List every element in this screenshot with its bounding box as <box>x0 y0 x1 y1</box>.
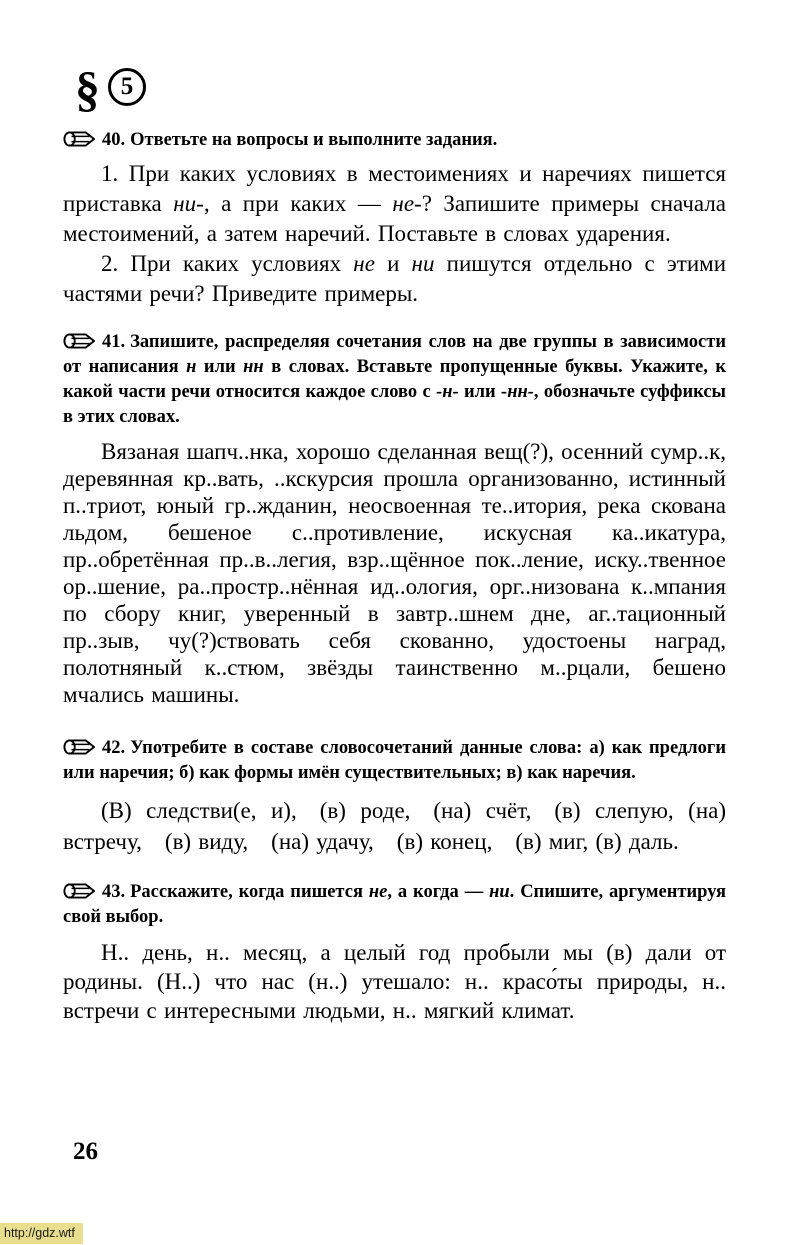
exercise-number: 41. <box>102 332 126 352</box>
exercise-instruction: Употребите в составе словосочетаний данные слова: а) как предлоги или наречия; б) как формы имён существительных; в) как наречия. <box>63 738 726 783</box>
exercise-instruction: Расскажите, когда пишется не, а когда — ни. Спишите, аргументируя свой выбор. <box>63 882 726 927</box>
exercise-paragraph: Вязаная шапч..нка, хорошо сделанная вещ(?), осенний сумр..к, деревянная кр..вать, ..кскурсия прошла организованно, истинный п..триот, юный гр..жданин, неосвоенная те..итория, река скована льдом, бешеное с..противление, искусная ка..икатура, пр..обретённая пр..в..легия, взр..щённое пок..ление, иску..твенное ор..шение, ра..простр..нённая ид..ология, орг..низована к..мпания по сбору книг, уверенный в завтр..шнем дне, аг..тационный пр..зыв, чу(?)ствовать себя скованно, удостоены наград, полотняный к..стюм, звёзды таинственно м..рцали, бешено мчались машины. <box>63 439 726 707</box>
pencil-icon <box>63 883 95 899</box>
pencil-icon <box>63 333 95 349</box>
exercise-41-heading <box>63 330 726 430</box>
section-number-circled: 5 <box>108 68 146 106</box>
exercise-40-heading <box>63 128 726 153</box>
exercise-42-heading <box>63 736 726 786</box>
exercise-paragraph: 1. При каких условиях в местоимениях и наречиях пишется приставка ни-, а при каких — не-? Запишите примеры сначала местоимений, а затем наречий. Поставьте в словах ударения. <box>63 161 727 246</box>
exercise-41-body <box>63 438 726 708</box>
exercise-paragraph: 2. При каких условиях не и ни пишутся отдельно с этими частями речи? Приведите примеры. <box>63 251 727 306</box>
exercise-42-body <box>63 795 726 857</box>
page-number: 26 <box>73 1138 98 1165</box>
exercise-43-heading <box>63 880 726 930</box>
exercise-paragraph: Н.. день, н.. месяц, а целый год пробыли мы (в) дали от родины. (Н..) что нас (н..) утешало: н.. красо́ты природы, н.. встречи с интересными людьми, н.. мягкий климат. <box>63 940 726 1023</box>
exercise-40-body <box>63 159 726 309</box>
pencil-icon <box>63 739 95 755</box>
section-heading <box>75 61 726 117</box>
exercise-43-body <box>63 938 726 1025</box>
page-content <box>0 61 786 1025</box>
exercise-instruction: Запишите, распределяя сочетания слов на две группы в зависимости от написания н или нн в словах. Вставьте пропущенные буквы. Укажите, к какой части речи относится каждое слово с -н- или -нн-, обозначьте суффиксы в этих словах. <box>63 332 727 427</box>
exercise-number: 43. <box>102 882 126 902</box>
exercise-number: 42. <box>102 738 126 758</box>
exercise-paragraph: (В) следстви(е, и), (в) роде, (на) счёт, (в) слепую, (на) встречу, (в) виду, (на) удачу, (в) конец, (в) миг, (в) даль. <box>63 798 726 854</box>
exercise-number: 40. <box>102 130 126 150</box>
exercise-instruction: Ответьте на вопросы и выполните задания. <box>130 130 498 150</box>
watermark-url: http://gdz.wtf <box>0 1223 83 1244</box>
section-mark: § <box>75 61 100 117</box>
pencil-icon <box>63 131 95 147</box>
